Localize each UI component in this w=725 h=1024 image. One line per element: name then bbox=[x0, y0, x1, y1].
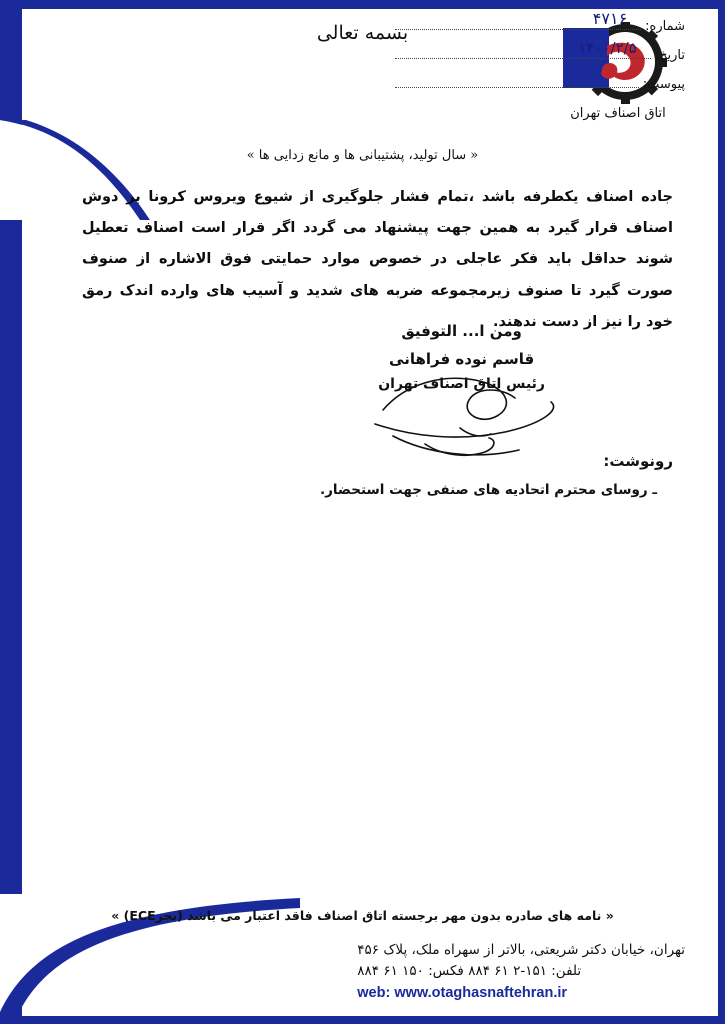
dotted-line-attachment bbox=[395, 76, 639, 88]
cc-item: ـ روسای محترم اتحادیه های صنفی جهت استحضار. bbox=[319, 482, 657, 498]
label-number: شماره: bbox=[645, 19, 685, 34]
label-date: تاریخ: bbox=[654, 48, 685, 63]
value-number: ۴۷۱۶ bbox=[592, 9, 628, 28]
cc-title: رونوشت: bbox=[603, 452, 673, 470]
signature-closing: ومن ا... التوفیق bbox=[401, 322, 522, 340]
dotted-line-date bbox=[395, 39, 651, 59]
signature-name: قاسم نوده فراهانی bbox=[389, 350, 535, 368]
footer-website[interactable]: web: www.otaghasnaftehran.ir bbox=[357, 984, 568, 1001]
signature-block bbox=[378, 322, 545, 392]
footer-address: تهران، خیابان دکتر شریعتی، بالاتر از سهراه ملک، پلاک ۴۵۶ bbox=[357, 942, 685, 958]
letter-body: جاده اصناف یکطرفه باشد ،تمام فشار جلوگیری از شیوع ویروس کرونا بر دوش اصناف قرار گیرد به همین جهت پیشنهاد می گردد اگر قرار است اصناف تعطیل شوند حداقل باید فکر عاجلی در خصوص موارد حمایتی فوق الاشاره از صنوف صورت گیرد تا صنوف زیرمجموعه ضربه های شدید و آسیب های وارده اندک رمق خود را نیز از دست ندهند. bbox=[82, 189, 673, 330]
logo-caption: اتاق اصناف تهران bbox=[570, 106, 666, 121]
footer-validity-note: « نامه های صادره بدون مهر برجسته اتاق اصناف فاقد اعتبار می باشد (بجزECE) » bbox=[111, 908, 614, 923]
label-attachment: پیوست: bbox=[642, 77, 685, 92]
field-row-number bbox=[395, 9, 685, 34]
value-date: ۱۴۰۰/۲/۵ bbox=[578, 39, 637, 57]
year-slogan: « سال تولید، پشتیبانی ها و مانع زدایی ها » bbox=[246, 148, 479, 163]
footer-phone: تلفن: ۱۵۱-۲ ۶۱ ۸۸۴ فکس: ۱۵۰ ۶۱ ۸۸۴ bbox=[357, 962, 582, 979]
field-row-attachment bbox=[395, 76, 685, 92]
signature-title: رئیس اتاق اصناف تهران bbox=[378, 376, 545, 392]
border-top bbox=[0, 0, 725, 9]
field-row-date bbox=[395, 39, 685, 63]
footer-contact bbox=[357, 940, 685, 1004]
dotted-line-number bbox=[395, 9, 641, 30]
besmele-heading: بسمه تعالی bbox=[316, 22, 409, 44]
header-fields bbox=[395, 9, 685, 105]
